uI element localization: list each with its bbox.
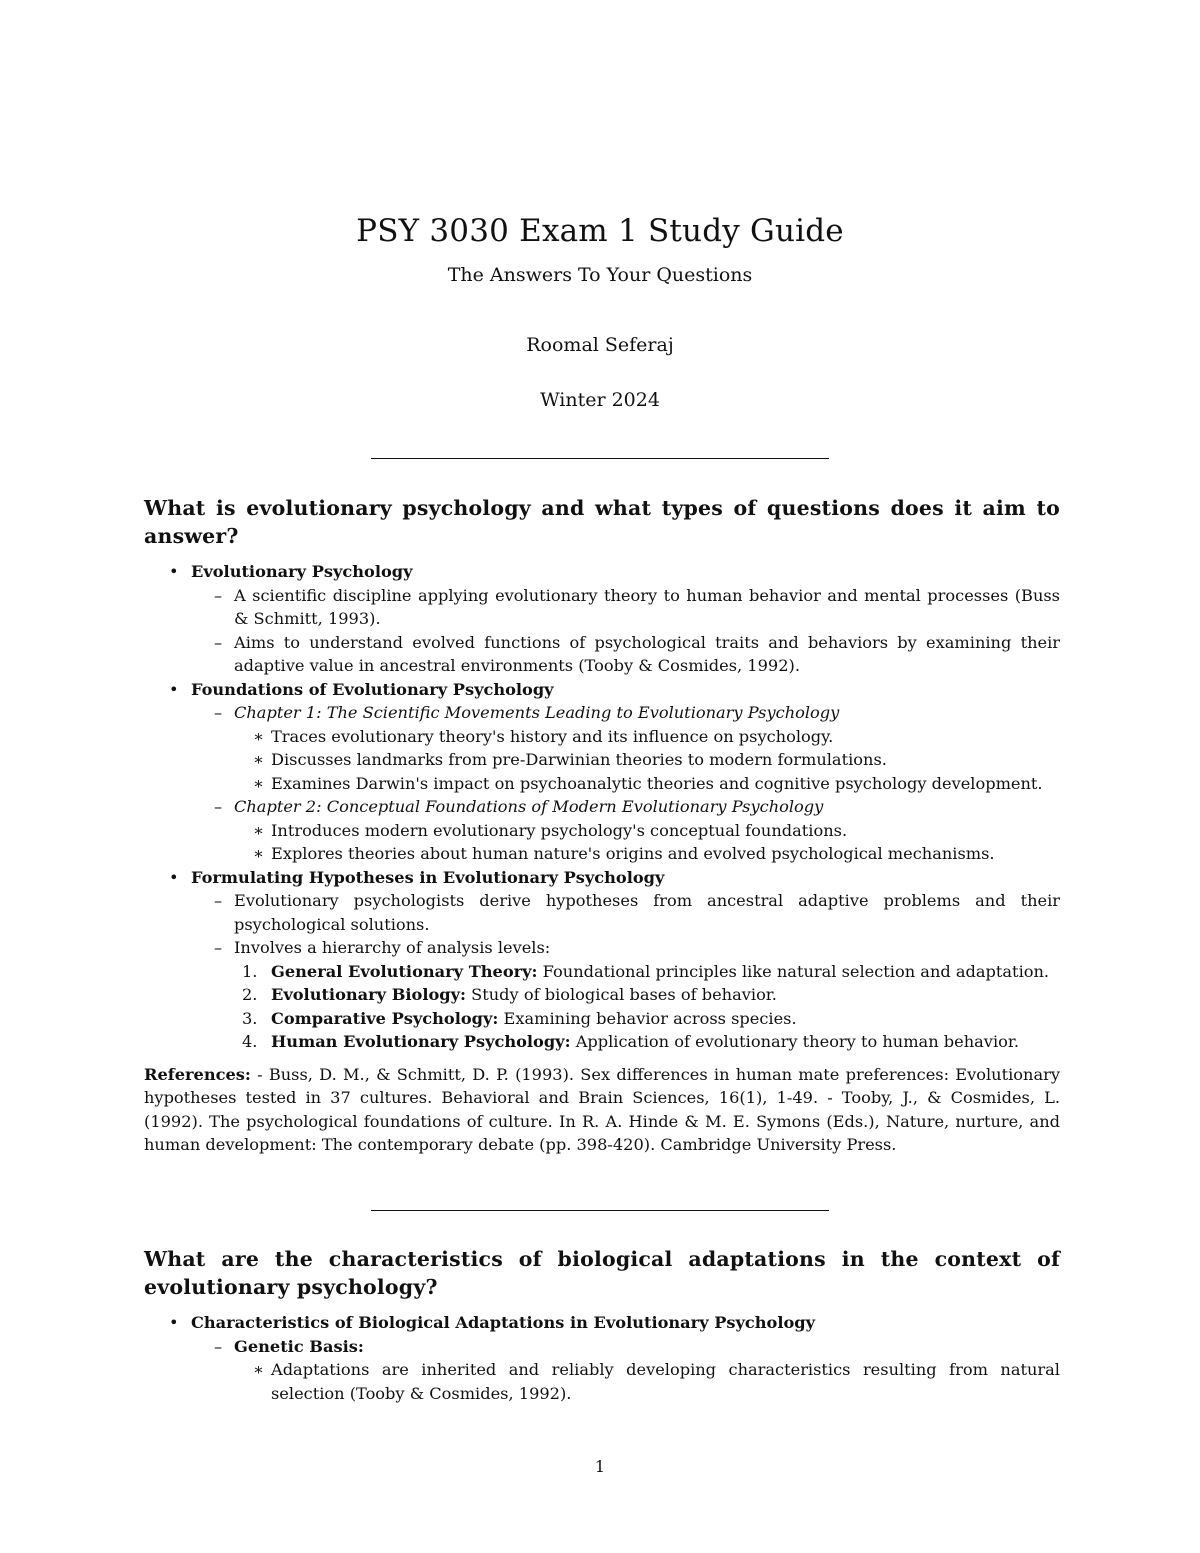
page-number: 1 xyxy=(594,1457,606,1476)
list-item-text: Adaptations are inherited and reliably developing characteristics resulting from natural selection (Tooby & Cosmides, 1992). xyxy=(271,1360,1060,1403)
references-label: References: xyxy=(144,1064,251,1084)
section-2-heading: What are the characteristics of biological adaptations in the context of evolutionary psychology? xyxy=(144,1247,1060,1299)
document-subtitle: The Answers To Your Questions xyxy=(447,264,753,286)
star-icon: ∗ xyxy=(253,726,265,746)
list-item xyxy=(144,819,1060,843)
section-1-list xyxy=(144,560,1060,1054)
numbered-item xyxy=(144,1030,1060,1054)
document-date: Winter 2024 xyxy=(540,389,660,411)
bullet-icon: • xyxy=(169,562,179,581)
numbered-item xyxy=(144,983,1060,1007)
list-item-text: Examines Darwin's impact on psychoanalytic theories and cognitive psychology development. xyxy=(271,773,1043,793)
item-number: 1. xyxy=(242,961,258,981)
horizontal-rule-1 xyxy=(371,458,829,459)
list-item-text: Introduces modern evolutionary psychology's conceptual foundations. xyxy=(271,820,848,840)
numbered-item xyxy=(144,960,1060,984)
term: Comparative Psychology: xyxy=(271,1008,499,1028)
list-item-label: Formulating Hypotheses in Evolutionary Psychology xyxy=(191,867,665,887)
list-item xyxy=(144,701,1060,725)
section-2 xyxy=(144,1245,1060,1405)
term-definition: Application of evolutionary theory to human behavior. xyxy=(570,1032,1019,1051)
document-title: PSY 3030 Exam 1 Study Guide xyxy=(356,213,844,249)
star-icon: ∗ xyxy=(253,1360,265,1379)
list-item-label: Foundations of Evolutionary Psychology xyxy=(191,679,554,699)
term: Human Evolutionary Psychology: xyxy=(271,1032,571,1051)
star-icon: ∗ xyxy=(253,773,265,793)
section-1 xyxy=(144,494,1060,1157)
list-item xyxy=(144,748,1060,772)
term: Evolutionary Biology: xyxy=(271,985,466,1004)
references-text: - Buss, D. M., & Schmitt, D. P. (1993). Sex differences in human mate preferences: Evolutionary hypotheses tested in 37 cultures. Behavioral and Brain Sciences, 16(1), 1-49. - Tooby, J., & Cosmides, L. (1992). The psychological foundations of culture. In R. A. Hinde & M. E. Symons (Eds.), Nature, nurture, and human development: The contemporary debate (pp. 398-420). Cambridge University Press. xyxy=(144,1064,1060,1154)
star-icon: ∗ xyxy=(253,820,265,840)
term-definition: Examining behavior across species. xyxy=(498,1008,797,1028)
dash-icon: – xyxy=(214,1336,223,1356)
list-item xyxy=(144,678,1060,702)
term: General Evolutionary Theory: xyxy=(271,961,538,981)
horizontal-rule-2 xyxy=(371,1210,829,1211)
dash-icon: – xyxy=(214,891,223,910)
list-item xyxy=(144,1358,1060,1405)
list-item-text: Discusses landmarks from pre-Darwinian theories to modern formulations. xyxy=(271,750,887,769)
bullet-icon: • xyxy=(169,1313,179,1332)
chapter-title: Chapter 2: Conceptual Foundations of Modern Evolutionary Psychology xyxy=(234,797,824,816)
term-definition: Study of biological bases of behavior. xyxy=(466,985,777,1004)
dash-icon: – xyxy=(214,797,223,816)
list-item xyxy=(144,795,1060,819)
list-item xyxy=(144,1311,1060,1335)
list-item xyxy=(144,1335,1060,1359)
list-item-text: Evolutionary psychologists derive hypotheses from ancestral adaptive problems and their psychological solutions. xyxy=(234,891,1060,934)
list-item xyxy=(144,772,1060,796)
item-number: 4. xyxy=(242,1032,258,1051)
list-item xyxy=(144,631,1060,678)
term-definition: Foundational principles like natural selection and adaptation. xyxy=(537,961,1050,981)
numbered-item xyxy=(144,1007,1060,1031)
list-item-label: Evolutionary Psychology xyxy=(191,562,413,581)
list-item xyxy=(144,725,1060,749)
list-item-label: Genetic Basis: xyxy=(234,1336,364,1356)
section-2-list xyxy=(144,1311,1060,1405)
dash-icon: – xyxy=(214,585,223,605)
dash-icon: – xyxy=(214,703,223,722)
list-item xyxy=(144,842,1060,866)
star-icon: ∗ xyxy=(253,844,265,863)
item-number: 2. xyxy=(242,985,258,1004)
list-item-text: Aims to understand evolved functions of psychological traits and behaviors by examining their adaptive value in ancestral environments (Tooby & Cosmides, 1992). xyxy=(234,632,1060,675)
item-number: 3. xyxy=(242,1008,258,1028)
list-item-label: Characteristics of Biological Adaptations in Evolutionary Psychology xyxy=(191,1313,816,1332)
dash-icon: – xyxy=(214,938,223,957)
list-item xyxy=(144,936,1060,960)
list-item-text: Involves a hierarchy of analysis levels: xyxy=(234,938,551,957)
chapter-title: Chapter 1: The Scientific Movements Leading to Evolutionary Psychology xyxy=(234,703,840,722)
bullet-icon: • xyxy=(169,867,179,887)
list-item xyxy=(144,584,1060,631)
bullet-icon: • xyxy=(169,679,179,699)
list-item-text: A scientific discipline applying evolutionary theory to human behavior and mental processes (Buss & Schmitt, 1993). xyxy=(234,585,1060,628)
list-item-text: Traces evolutionary theory's history and its influence on psychology. xyxy=(271,726,834,746)
list-item xyxy=(144,889,1060,936)
list-item xyxy=(144,866,1060,890)
document-author: Roomal Seferaj xyxy=(526,334,674,356)
references xyxy=(144,1063,1060,1157)
section-1-heading: What is evolutionary psychology and what types of questions does it aim to answer? xyxy=(144,496,1060,548)
dash-icon: – xyxy=(214,632,223,652)
star-icon: ∗ xyxy=(253,750,265,769)
list-item-text: Explores theories about human nature's origins and evolved psychological mechanisms. xyxy=(271,844,995,863)
list-item xyxy=(144,560,1060,584)
